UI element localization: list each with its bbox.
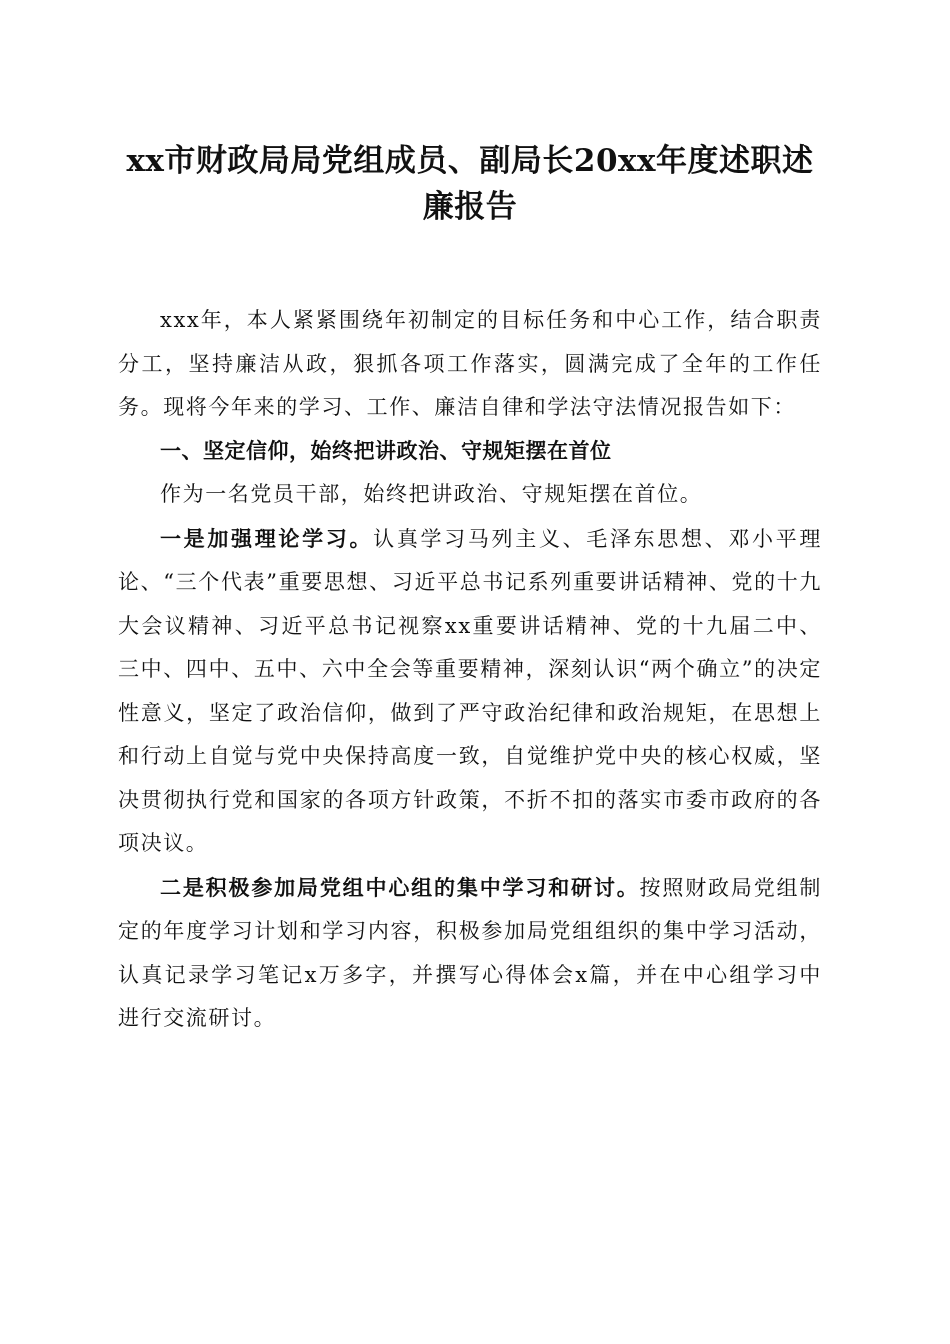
document-title: xx市财政局局党组成员、副局长20xx年度述职述廉报告 [126,143,814,225]
intro-paragraph: xxx年，本人紧紧围绕年初制定的目标任务和中心工作，结合职责分工，坚持廉洁从政，狠抓各项工作落实，圆满完成了全年的工作任务。现将今年来的学习、工作、廉洁自律和学法守法情况报告如下： [118,308,822,419]
document-page [118,138,822,1041]
point-2-body: 按照财政局党组制定的年度学习计划和学习内容，积极参加局党组组织的集中学习活动，认真记录学习笔记x万多字，并撰写心得体会x篇，并在中心组学习中进行交流研讨。 [118,875,822,1030]
point-1-body: 认真学习马列主义、毛泽东思想、邓小平理论、“三个代表”重要思想、习近平总书记系列重要讲话精神、党的十九大会议精神、习近平总书记视察xx重要讲话精神、党的十九届二中、三中、四中、五中、六中全会等重要精神，深刻认识“两个确立”的决定性意义，坚定了政治信仰，做到了严守政治纪律和政治规矩，在思想上和行动上自觉与党中央保持高度一致，自觉维护党中央的核心权威，坚决贯彻执行党和国家的各项方针政策，不折不扣的落实市委市政府的各项决议。 [118,526,822,855]
section-1-summary: 作为一名党员干部，始终把讲政治、守规矩摆在首位。 [160,482,703,506]
point-2-lead: 二是积极参加局党组中心组的集中学习和研讨。 [160,874,640,900]
section-1-heading: 一、坚定信仰，始终把讲政治、守规矩摆在首位 [160,438,612,463]
point-1-lead: 一是加强理论学习。 [160,525,374,551]
document-body [118,299,822,1041]
point-1-paragraph [118,517,822,866]
point-2-paragraph [118,866,822,1041]
